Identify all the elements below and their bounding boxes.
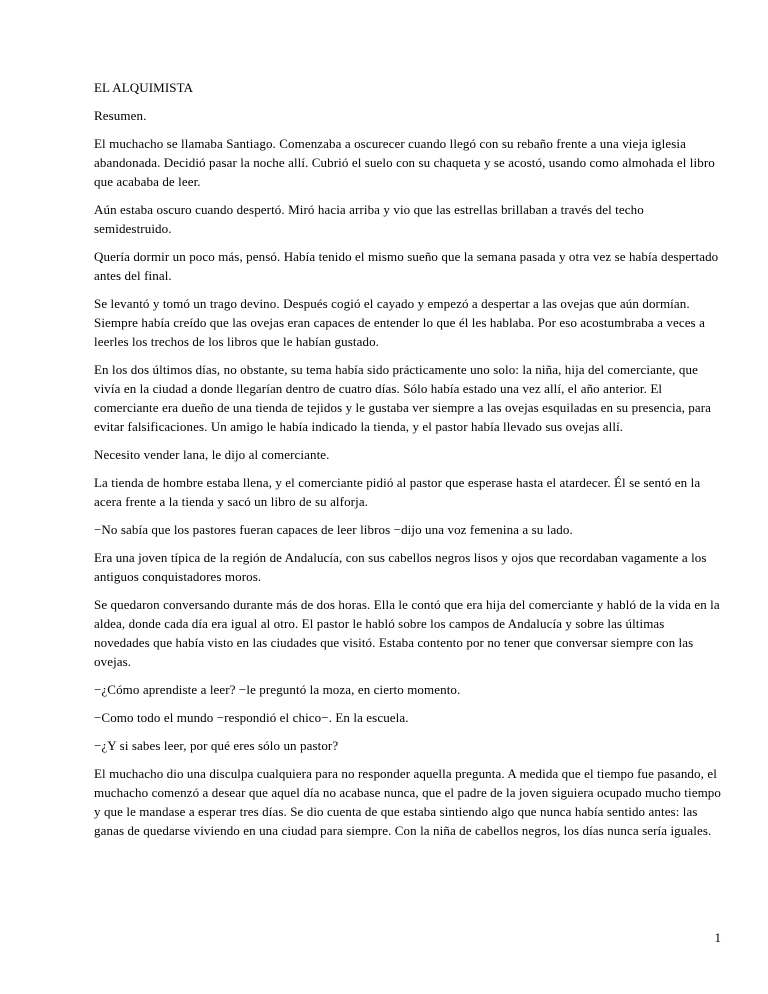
paragraph-12: −Como todo el mundo −respondió el chico−. En la escuela.	[94, 710, 409, 725]
document-subtitle: Resumen.	[94, 108, 147, 123]
document-title: EL ALQUIMISTA	[94, 80, 194, 95]
paragraph-4: Se levantó y tomó un trago devino. Después cogió el cayado y empezó a despertar a las ovejas que aún dormían. Siempre había creído que las ovejas eran capaces de entender lo que él les hablaba. Por eso acostumbraba a veces a leerles los trechos de los libros que le habían gustado.	[94, 296, 705, 349]
paragraph-10: Se quedaron conversando durante más de dos horas. Ella le contó que era hija del comerciante y habló de la vida en la aldea, donde cada día era igual al otro. El pastor le habló sobre los campos de Andalucía y sobre las últimas novedades que había visto en las ciudades que visitó. Estaba contento por no tener que conversar siempre con las ovejas.	[94, 597, 720, 669]
paragraph-1: El muchacho se llamaba Santiago. Comenzaba a oscurecer cuando llegó con su rebaño frente a una vieja iglesia abandonada. Decidió pasar la noche allí. Cubrió el suelo con su chaqueta y se acostó, usando como almohada el libro que acababa de leer.	[94, 136, 715, 189]
paragraph-14: El muchacho dio una disculpa cualquiera para no responder aquella pregunta. A medida que el tiempo fue pasando, el muchacho comenzó a desear que aquel día no acabase nunca, que el padre de la joven siguiera ocupado mucho tiempo y que le mandase a esperar tres días. Se dio cuenta de que estaba sintiendo algo que nunca había sentido antes: las ganas de quedarse viviendo en una ciudad para siempre. Con la niña de cabellos negros, los días nunca sería iguales.	[94, 766, 721, 838]
paragraph-2: Aún estaba oscuro cuando despertó. Miró hacia arriba y vio que las estrellas brillaban a través del techo semidestruido.	[94, 202, 644, 236]
document-body	[94, 78, 721, 840]
paragraph-3: Quería dormir un poco más, pensó. Había tenido el mismo sueño que la semana pasada y otra vez se había despertado antes del final.	[94, 249, 719, 283]
paragraph-6: Necesito vender lana, le dijo al comerciante.	[94, 447, 330, 462]
paragraph-13: −¿Y si sabes leer, por qué eres sólo un pastor?	[94, 738, 339, 753]
paragraph-8: −No sabía que los pastores fueran capaces de leer libros −dijo una voz femenina a su lado.	[94, 522, 573, 537]
paragraph-9: Era una joven típica de la región de Andalucía, con sus cabellos negros lisos y ojos que recordaban vagamente a los antiguos conquistadores moros.	[94, 550, 707, 584]
paragraph-11: −¿Cómo aprendiste a leer? −le preguntó la moza, en cierto momento.	[94, 682, 461, 697]
paragraph-5: En los dos últimos días, no obstante, su tema había sido prácticamente uno solo: la niña, hija del comerciante, que vivía en la ciudad a donde llegarían dentro de cuatro días. Sólo había estado una vez allí, el año anterior. El comerciante era dueño de una tienda de tejidos y le gustaba ver siempre a las ovejas esquiladas en su presencia, para evitar falsificaciones. Un amigo le había indicado la tienda, y el pastor había llevado sus ovejas allí.	[94, 362, 712, 434]
page-number: 1	[714, 930, 721, 945]
paragraph-7: La tienda de hombre estaba llena, y el comerciante pidió al pastor que esperase hasta el atardecer. Él se sentó en la acera frente a la tienda y sacó un libro de su alforja.	[94, 475, 701, 509]
